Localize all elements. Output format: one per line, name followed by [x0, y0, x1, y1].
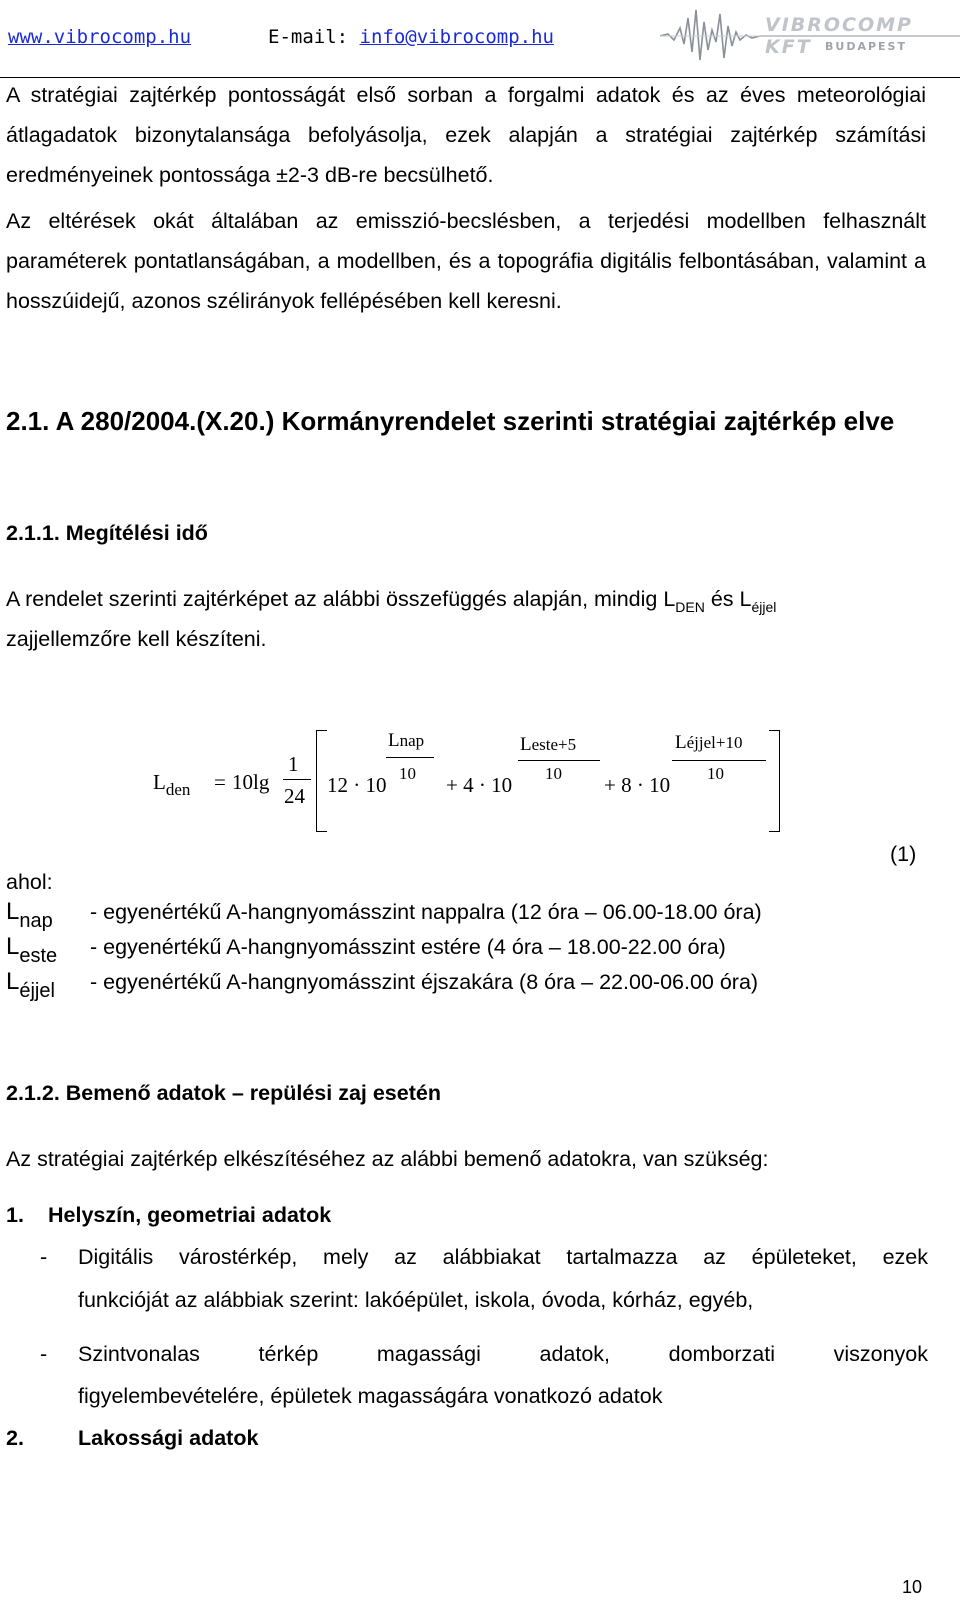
logo-city-text: BUDAPEST: [825, 40, 907, 53]
section-heading: 2.1. A 280/2004.(X.20.) Kormányrendelet szerinti stratégiai zajtérkép elve: [6, 406, 895, 436]
bullet-text-cont: funkcióját az alábbiak szerint: lakóépület, iskola, óvoda, kórház, egyéb,: [78, 1288, 754, 1312]
fraction-numerator: 1: [288, 752, 299, 776]
company-logo: [660, 0, 960, 72]
definition-row: Leste: [6, 933, 58, 967]
website-link-text[interactable]: www.vibrocomp.hu: [8, 26, 192, 48]
term2-exp-bar: [518, 760, 600, 761]
term2-mult: + 4 · 10: [446, 773, 513, 797]
equation-number: (1): [890, 842, 917, 866]
subsection-heading-evaluation-time: 2.1.1. Megítélési idő: [6, 521, 208, 545]
left-bracket: [316, 730, 327, 832]
definition-text: - egyenértékű A-hangnyomásszint éjszakára (8 óra – 22.00-06.00 óra): [90, 970, 759, 994]
evaluation-text: A rendelet szerinti zajtérképet az alábbi összefüggés alapján, mindig $L_{DEN}$ és $L_{éjjel}$: [6, 587, 777, 615]
fraction-denominator: 24: [284, 784, 305, 808]
lden-formula: [0, 720, 960, 840]
definitions-intro: ahol:: [6, 870, 53, 894]
term2-exp-num: Leste+5: [520, 734, 577, 755]
input-data-intro: Az stratégiai zajtérkép elkészítéséhez az alábbi bemenő adatokra, van szükség:: [6, 1147, 769, 1171]
header-email: [268, 26, 554, 48]
bullet-text-cont: figyelembevételére, épületek magasságára vonatkozó adatok: [78, 1384, 663, 1408]
list-item-number: 2.: [6, 1426, 24, 1450]
subsection-heading-input-data: 2.1.2. Bemenő adatok – repülési zaj esetén: [6, 1081, 441, 1105]
list-item-number: 1.: [6, 1203, 24, 1227]
bullet-text: Szintvonalas térkép magassági adatok, domborzati viszonyok: [78, 1342, 928, 1366]
term3-exp-num: Léjjel+10: [675, 732, 743, 753]
paragraph-accuracy: A stratégiai zajtérkép pontosságát első sorban a forgalmi adatok és az éves meteorológiai átlagadatok bizonytalansága befolyásolja, ezek alapján a stratégiai zajtérkép számítási eredményeinek pontossága ±2-3 dB-re becsülhető.: [6, 83, 926, 187]
header-website-link[interactable]: [8, 26, 191, 48]
email-link[interactable]: info@vibrocomp.hu: [359, 26, 554, 48]
term1-exp-den: 10: [399, 764, 416, 783]
email-label: E-mail:: [268, 26, 349, 48]
term1-exp-bar: [386, 757, 434, 758]
bullet-dash: -: [40, 1342, 48, 1366]
page-number: 10: [902, 1577, 923, 1597]
bullet-dash: -: [40, 1245, 48, 1269]
den-subscript: DEN: [675, 599, 705, 615]
term3-exp-den: 10: [707, 764, 724, 783]
ejjel-subscript: éjjel: [751, 599, 777, 615]
definition-text: - egyenértékű A-hangnyomásszint estére (4 óra – 18.00-22.00 óra): [90, 935, 726, 959]
term2-exp-den: 10: [545, 764, 562, 783]
fraction-bar: [283, 779, 311, 780]
definition-text: - egyenértékű A-hangnyomásszint nappalra (12 óra – 06.00-18.00 óra): [90, 900, 762, 924]
term3-exp-bar: [672, 760, 766, 761]
formula-lhs: $L_{den}$: [153, 770, 191, 799]
definition-row: Lnap: [6, 898, 53, 932]
paragraph-deviations: Az eltérések okát általában az emisszió-becslésben, a terjedési modellben felhasznált paraméterek pontatlanságában, a modellben, és a topográfia digitális felbontásában, valamint a hosszúidejű, azonos szélirányok fellépésében kell keresni.: [6, 209, 926, 313]
evaluation-text-cont: zajjellemzőre kell készíteni.: [6, 627, 267, 651]
bullet-text: Digitális várostérkép, mely az alábbiakat tartalmazza az épületeket, ezek: [78, 1245, 928, 1269]
definition-row: Léjjel: [6, 968, 55, 1002]
term1-exp-num: Lnap: [388, 730, 425, 751]
term3-mult: + 8 · 10: [604, 773, 671, 797]
formula-equals: =: [214, 770, 226, 794]
list-item-title: Lakossági adatok: [78, 1426, 259, 1450]
term1-mult: 12 · 10: [327, 773, 387, 797]
list-item-title: Helyszín, geometriai adatok: [48, 1203, 332, 1227]
right-bracket: [769, 730, 780, 832]
formula-coef: 10lg: [232, 770, 270, 794]
logo-brand-text: VIBROCOMP KFT: [765, 14, 913, 58]
